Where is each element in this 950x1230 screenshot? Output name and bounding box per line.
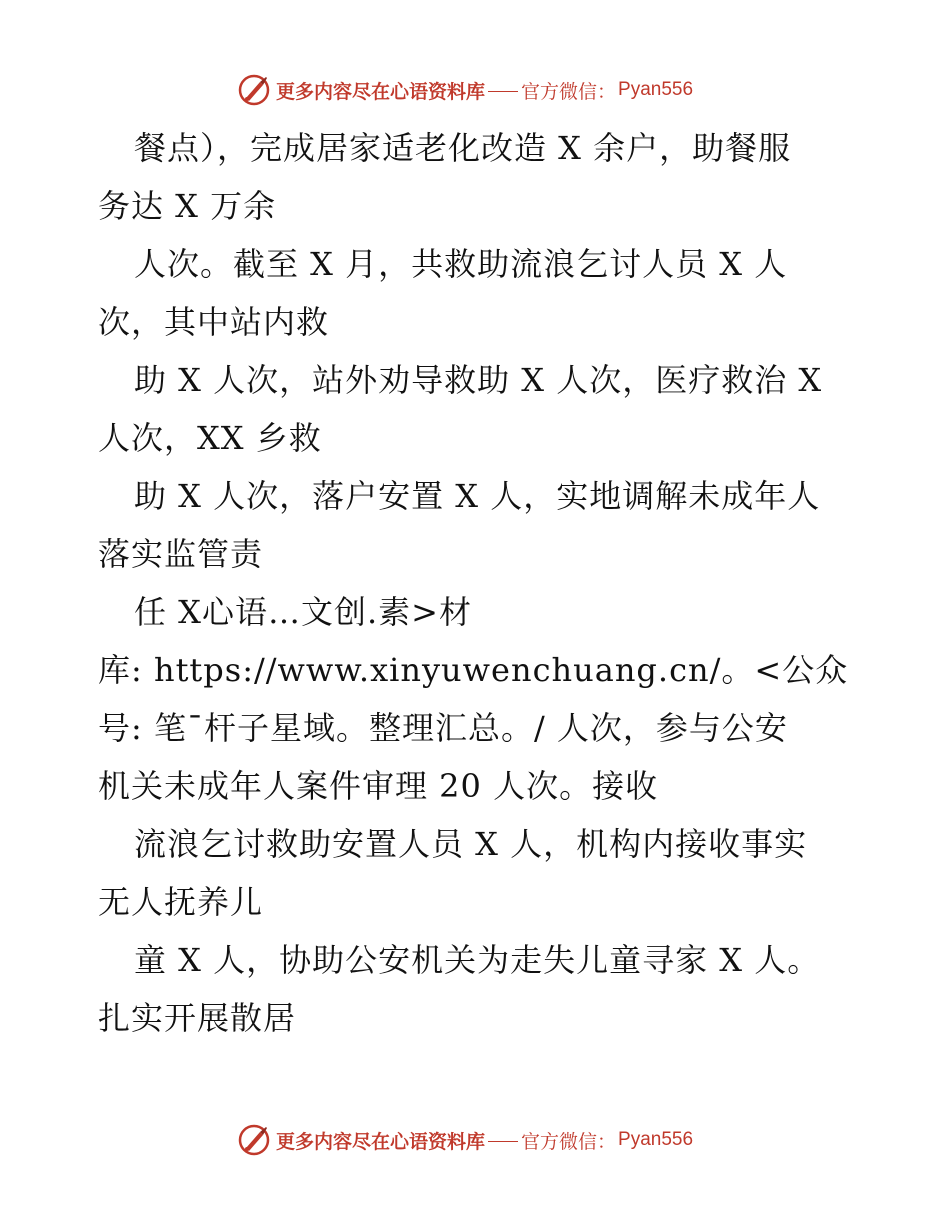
text-line: 助 X 人次，落户安置 X 人，实地调解未成年人 xyxy=(134,477,821,515)
wechat-label: 官方微信： xyxy=(521,1130,617,1153)
text-line: 扎实开展散居 xyxy=(98,999,297,1037)
text-line: 库: https://www.xinyuwenchuang.cn/。<公众 xyxy=(98,651,849,689)
text-line: 无人抚养儿 xyxy=(98,883,264,921)
text-line: 次，其中站内救 xyxy=(98,303,330,341)
text-line: 童 X 人，协助公安机关为走失儿童寻家 X 人。 xyxy=(134,941,821,979)
text-line: 流浪乞讨救助安置人员 X 人，机构内接收事实 xyxy=(134,825,808,863)
text-line: 务达 X 万余 xyxy=(98,187,277,225)
banner-dash xyxy=(488,1141,518,1142)
footer-banner xyxy=(236,1120,693,1160)
promo-text: 更多内容尽在心语资料库 xyxy=(276,1130,486,1153)
text-line: 人次，XX 乡救 xyxy=(98,419,322,457)
banner-dash xyxy=(488,91,518,92)
text-line: 餐点），完成居家适老化改造 X 余户，助餐服 xyxy=(134,129,792,167)
wechat-id: Pyan556 xyxy=(618,79,694,100)
header-banner xyxy=(236,70,693,110)
promo-text: 更多内容尽在心语资料库 xyxy=(276,80,486,103)
quill-logo-icon xyxy=(236,1122,272,1158)
quill-logo-icon xyxy=(236,72,272,108)
document-body xyxy=(98,124,868,1052)
text-line: 号: 笔¯杆子星域。整理汇总。/ 人次，参与公安 xyxy=(98,709,788,747)
wechat-label: 官方微信： xyxy=(521,80,617,103)
text-line: 任 X心语…文创.素>材 xyxy=(134,593,472,631)
text-line: 落实监管责 xyxy=(98,535,264,573)
text-line: 人次。截至 X 月，共救助流浪乞讨人员 X 人 xyxy=(134,245,788,283)
wechat-id: Pyan556 xyxy=(618,1129,694,1150)
text-line: 机关未成年人案件审理 20 人次。接收 xyxy=(98,767,659,805)
text-line: 助 X 人次，站外劝导救助 X 人次，医疗救治 X xyxy=(134,361,823,399)
